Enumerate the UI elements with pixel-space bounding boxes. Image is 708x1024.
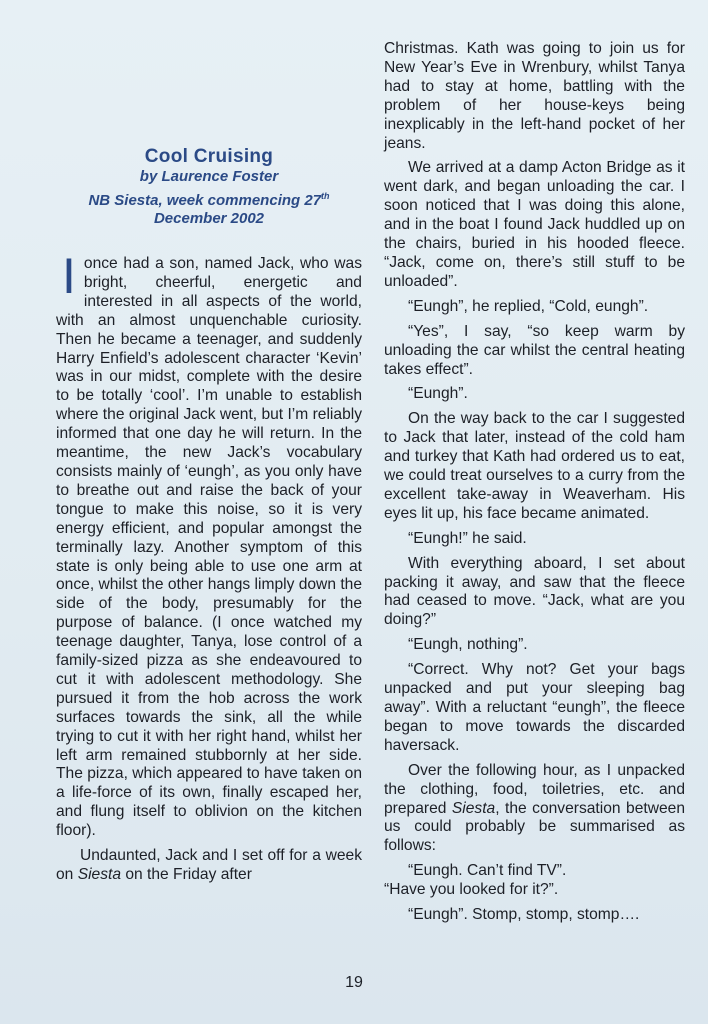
- right-paragraph-10: “Correct. Why not? Get your bags unpacked and put your sleeping bag away”. With a reluctant “eungh”, the fleece began to move towards the discarded haversack.: [384, 661, 685, 754]
- left-paragraph-2-text-a: Undaunted, Jack and I set off for a week on: [56, 847, 362, 883]
- boat-line-ordinal: th: [321, 190, 330, 201]
- right-paragraph-3: “Eungh”, he replied, “Cold, eungh”.: [408, 297, 649, 315]
- right-paragraph-5: “Eungh”.: [408, 385, 468, 403]
- left-paragraph-2: [56, 847, 362, 885]
- boat-name: Siesta: [451, 799, 496, 817]
- left-paragraph-1-text: once had a son, named Jack, who was bright, cheerful, energetic and interested in all aspects of the world, with an almost unquenchable curiosity. Then he became a teenager, and suddenly Harry Enfield’s adolescent character ‘Kevin’ was in our midst, complete with the desire to be totally ‘cool’. I’m unable to establish where the original Jack went, but I’m reliably informed that one day he will return. In the meantime, the new Jack’s vocabulary consists mainly of ‘eungh’, as you only have to breathe out and raise the back of your tongue to make this noise, so it is very energy efficient, and popular amongst the terminally lazy. Another symptom of this state is only being able to use one arm at once, whilst the other hangs limply down the side of the body, presumably for the purpose of balance. (I once watched my teenage daughter, Tanya, lose control of a family-sized pizza as she endeavoured to cut it with adolescent methodology. She pursued it from the hob across the work surfaces towards the sink, all the while trying to cut it with her right hand, whilst her left arm remained stubbornly at her side. The pizza, which appeared to have taken on a life-force of its own, finally escaped her, and flung itself to oblivion on the kitchen floor).: [56, 255, 363, 840]
- left-paragraph-2-text-b: on the Friday after: [121, 866, 252, 883]
- right-paragraph-14: “Eungh”. Stomp, stomp, stomp….: [408, 906, 640, 924]
- article-boat-line: [56, 187, 362, 229]
- boat-line-main: NB Siesta, week commencing 27: [88, 191, 322, 209]
- right-paragraph-4: “Yes”, I say, “so keep warm by unloading the car whilst the central heating takes effect”.: [384, 322, 685, 378]
- right-column: [384, 40, 685, 931]
- right-paragraph-12: “Eungh. Can’t find TV”.: [408, 862, 567, 880]
- right-paragraph-7: “Eungh!” he said.: [408, 529, 527, 547]
- right-paragraph-6: On the way back to the car I suggested to Jack that later, instead of the cold ham and turkey that Kath had ordered us to eat, we could treat ourselves to a curry from the excellent take-away in Weaverham. His eyes lit up, his face became animated.: [384, 410, 685, 522]
- left-column: [56, 248, 363, 891]
- right-paragraph-11-text-b: , the conversation between us could probably be summarised as follows:: [384, 799, 685, 855]
- drop-cap: I: [62, 248, 76, 304]
- article-byline: by Laurence Foster: [139, 168, 279, 185]
- article-header: [56, 146, 362, 229]
- boat-name: Siesta: [77, 866, 122, 883]
- right-paragraph-1: Christmas. Kath was going to join us for New Year’s Eve in Wrenbury, whilst Tanya had to stay at home, battling with the problem of her house-keys being inexplicably in the left-hand pocket of her jeans.: [384, 40, 685, 152]
- left-paragraph-1: [56, 248, 363, 841]
- right-paragraph-13: “Have you looked for it?”.: [384, 881, 559, 899]
- right-paragraph-2: We arrived at a damp Acton Bridge as it went dark, and began unloading the car. I soon noticed that I was doing this alone, and in the boat I found Jack huddled up on the chairs, buried in his hooded fleece. “Jack, come on, there’s still stuff to be unloaded”.: [384, 159, 685, 290]
- right-paragraph-11: [384, 762, 685, 857]
- page-number: 19: [345, 974, 363, 991]
- right-paragraph-11-text-a: Over the following hour, as I unpacked the clothing, food, toiletries, etc. and prepared: [384, 761, 685, 817]
- article-title: Cool Cruising: [144, 146, 274, 167]
- boat-line-date: December 2002: [153, 210, 265, 227]
- right-paragraph-9: “Eungh, nothing”.: [408, 636, 528, 654]
- right-paragraph-8: With everything aboard, I set about packing it away, and saw that the fleece had ceased to move. “Jack, what are you doing?”: [384, 554, 685, 629]
